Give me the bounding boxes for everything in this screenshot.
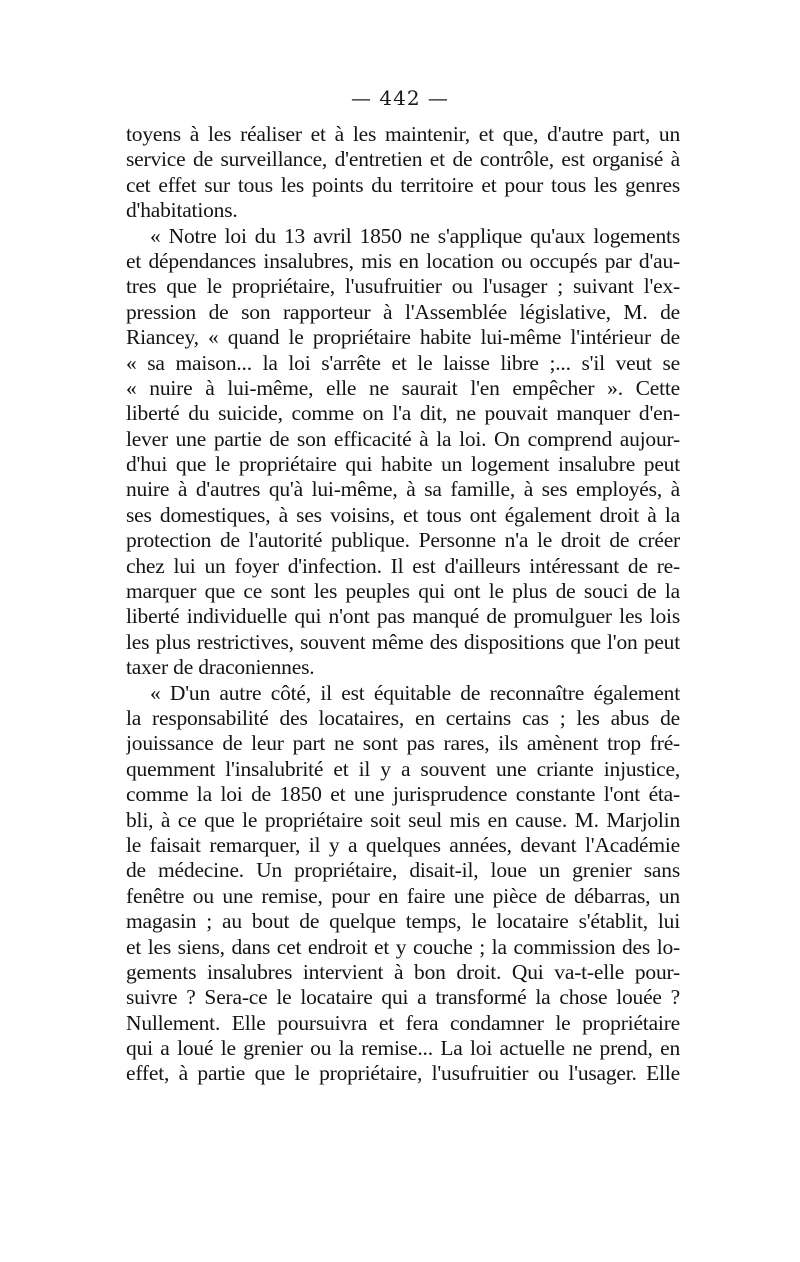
text-line: de médecine. Un propriétaire, disait-il, loue un grenier sans bbox=[126, 858, 680, 883]
text-line: chez lui un foyer d'infection. Il est d'ailleurs intéressant de re- bbox=[126, 553, 680, 578]
text-line: qui a loué le grenier ou la remise... La loi actuelle ne prend, en bbox=[126, 1036, 680, 1061]
text-line: marquer que ce sont les peuples qui ont le plus de souci de la bbox=[126, 579, 680, 604]
text-line: effet, à partie que le propriétaire, l'usufruitier ou l'usager. Elle bbox=[126, 1061, 680, 1086]
text-line: le faisait remarquer, il y a quelques années, devant l'Académie bbox=[126, 832, 680, 857]
text-line: service de surveillance, d'entretien et de contrôle, est organisé à bbox=[126, 147, 680, 172]
text-line: liberté individuelle qui n'ont pas manqué de promulguer les lois bbox=[126, 604, 680, 629]
text-line: bli, à ce que le propriétaire soit seul mis en cause. M. Marjolin bbox=[126, 807, 680, 832]
text-line: Nullement. Elle poursuivra et fera condamner le propriétaire bbox=[126, 1010, 680, 1035]
page-number: — 442 — bbox=[351, 86, 449, 110]
text-line: et dépendances insalubres, mis en location ou occupés par d'au- bbox=[126, 248, 680, 273]
text-line: quemment l'insalubrité et il y a souvent une criante injustice, bbox=[126, 756, 680, 781]
text-line: pression de son rapporteur à l'Assemblée législative, M. de bbox=[126, 299, 680, 324]
text-line: « sa maison... la loi s'arrête et le laisse libre ;... s'il veut se bbox=[126, 350, 680, 375]
text-line: les plus restrictives, souvent même des dispositions que l'on peut bbox=[126, 629, 680, 654]
text-line: toyens à les réaliser et à les maintenir, et que, d'autre part, un bbox=[126, 122, 680, 146]
text-line: suivre ? Sera-ce le locataire qui a transformé la chose louée ? bbox=[126, 985, 680, 1010]
body-text bbox=[126, 122, 680, 1087]
text-line: liberté du suicide, comme on l'a dit, ne pouvait manquer d'en- bbox=[126, 401, 680, 426]
text-line: jouissance de leur part ne sont pas rares, ils amènent trop fré- bbox=[126, 731, 680, 756]
text-line: magasin ; au bout de quelque temps, le locataire s'établit, lui bbox=[126, 909, 680, 934]
text-line: protection de l'autorité publique. Personne n'a le droit de créer bbox=[126, 528, 680, 553]
text-line: « nuire à lui-même, elle ne saurait l'en empêcher ». Cette bbox=[126, 375, 680, 400]
text-line: comme la loi de 1850 et une jurisprudence constante l'ont éta- bbox=[126, 782, 680, 807]
text-line: nuire à d'autres qu'à lui-même, à sa famille, à ses employés, à bbox=[126, 477, 680, 502]
text-line: gements insalubres intervient à bon droit. Qui va-t-elle pour- bbox=[126, 959, 680, 984]
text-line: « Notre loi du 13 avril 1850 ne s'applique qu'aux logements bbox=[150, 223, 680, 248]
text-line: taxer de draconiennes. bbox=[126, 655, 315, 680]
text-line: « D'un autre côté, il est équitable de reconnaître également bbox=[150, 680, 680, 705]
text-line: cet effet sur tous les points du territoire et pour tous les genres bbox=[126, 172, 680, 197]
text-line: lever une partie de son efficacité à la loi. On comprend aujour- bbox=[126, 426, 680, 451]
text-line: d'habitations. bbox=[126, 198, 238, 223]
text-line: d'hui que le propriétaire qui habite un logement insalubre peut bbox=[126, 452, 680, 477]
text-line: la responsabilité des locataires, en certains cas ; les abus de bbox=[126, 705, 680, 730]
text-line: Riancey, « quand le propriétaire habite lui-même l'intérieur de bbox=[126, 325, 680, 350]
text-line: ses domestiques, à ses voisins, et tous ont également droit à la bbox=[126, 502, 680, 527]
text-line: tres que le propriétaire, l'usufruitier ou l'usager ; suivant l'ex- bbox=[126, 274, 680, 299]
text-line: et les siens, dans cet endroit et y couche ; la commission des lo- bbox=[126, 934, 680, 959]
text-line: fenêtre ou une remise, pour en faire une pièce de débarras, un bbox=[126, 883, 680, 908]
